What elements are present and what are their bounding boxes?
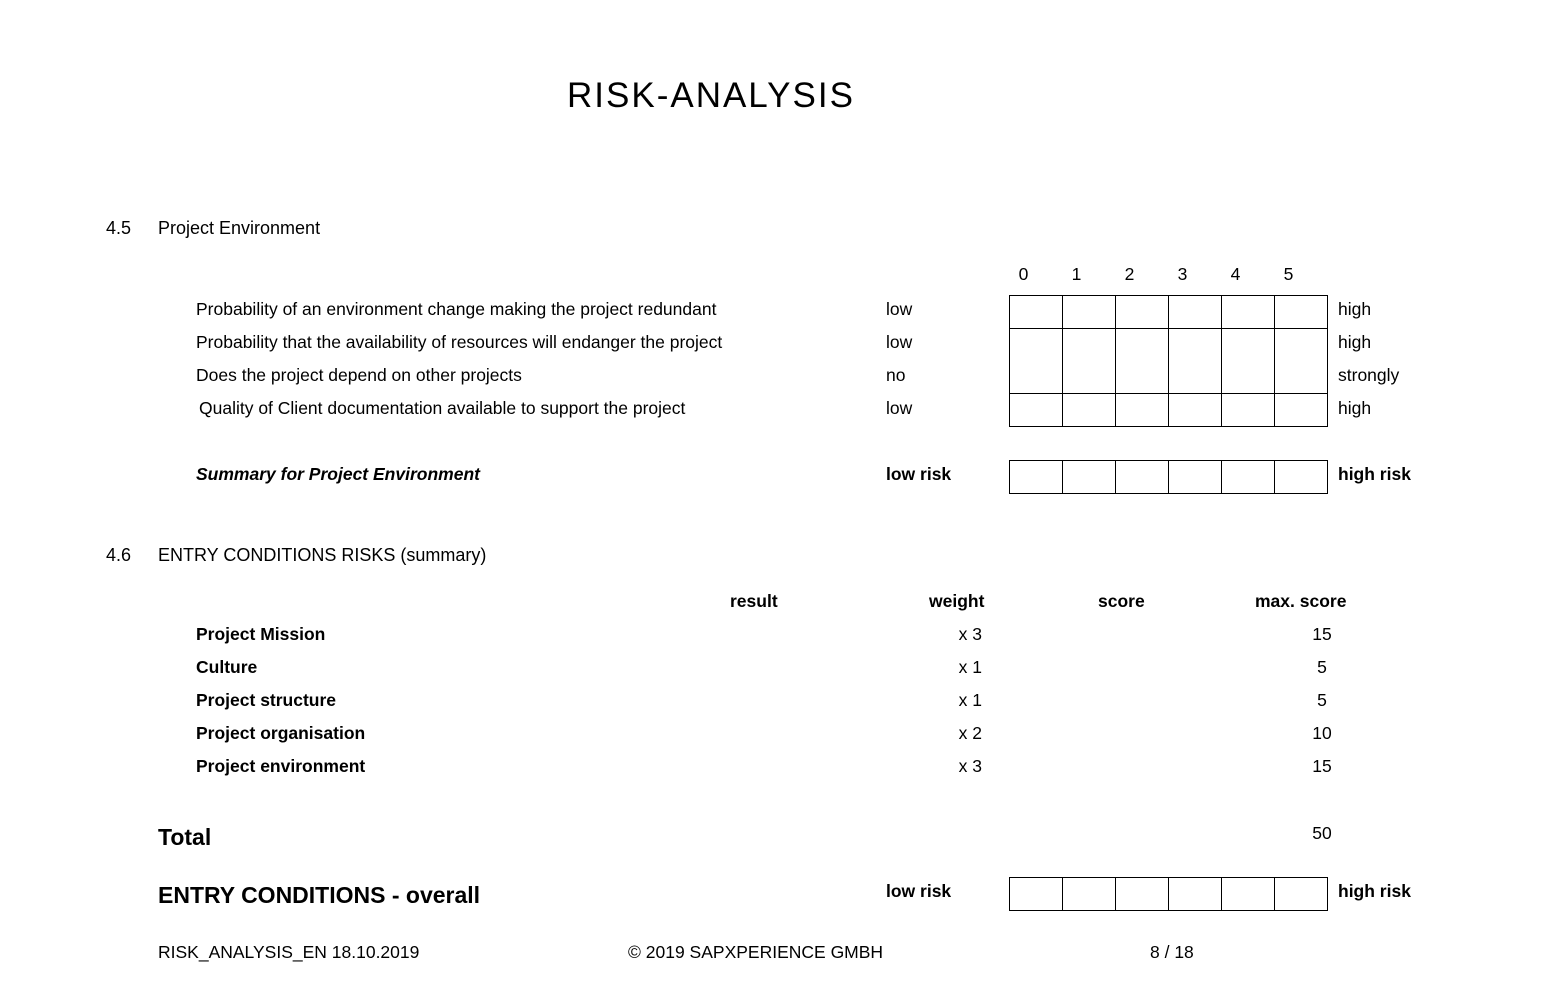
question-text: Quality of Client documentation available to support the project	[199, 398, 686, 418]
row-name: Project environment	[196, 756, 366, 776]
row-max-score: 10	[1312, 723, 1332, 743]
rating-cell[interactable]	[1063, 461, 1116, 493]
page-title: RISK-ANALYSIS	[567, 76, 855, 115]
scale-high-label: strongly	[1338, 365, 1400, 385]
scale-high-label: high	[1338, 398, 1372, 418]
column-header-score: score	[1098, 591, 1145, 611]
overall-high-label: high risk	[1338, 881, 1411, 901]
total-label: Total	[158, 824, 212, 850]
footer-document-id: RISK_ANALYSIS_EN 18.10.2019	[158, 942, 420, 962]
section-number: 4.6	[106, 545, 132, 565]
question-text: Probability of an environment change making the project redundant	[196, 299, 717, 319]
rating-cell[interactable]	[1010, 329, 1063, 361]
scale-low-label: low	[886, 398, 913, 418]
rating-cell[interactable]	[1116, 296, 1169, 328]
scale-label: 5	[1283, 264, 1294, 284]
scale-label: 4	[1230, 264, 1241, 284]
rating-cell[interactable]	[1116, 361, 1169, 393]
rating-cell[interactable]	[1275, 394, 1327, 426]
rating-row	[1009, 295, 1328, 329]
summary-label: Summary for Project Environment	[196, 464, 480, 484]
rating-cell[interactable]	[1063, 878, 1116, 910]
rating-cell[interactable]	[1116, 878, 1169, 910]
rating-row	[1009, 328, 1328, 362]
rating-cell[interactable]	[1169, 296, 1222, 328]
rating-cell[interactable]	[1169, 361, 1222, 393]
rating-cell[interactable]	[1222, 361, 1275, 393]
rating-cell[interactable]	[1116, 329, 1169, 361]
overall-label: ENTRY CONDITIONS - overall	[158, 882, 481, 908]
scale-label: 2	[1124, 264, 1135, 284]
rating-cell[interactable]	[1116, 461, 1169, 493]
scale-high-label: high	[1338, 332, 1372, 352]
row-max-score: 15	[1312, 756, 1332, 776]
rating-cell[interactable]	[1169, 461, 1222, 493]
footer-copyright: © 2019 SAPXPERIENCE GMBH	[628, 942, 884, 962]
scale-low-label: no	[886, 365, 906, 385]
overall-low-label: low risk	[886, 881, 952, 901]
rating-grid	[1009, 295, 1328, 427]
rating-row	[1009, 393, 1328, 427]
rating-cell[interactable]	[1222, 329, 1275, 361]
column-header-max-score: max. score	[1255, 591, 1347, 611]
rating-cell[interactable]	[1010, 361, 1063, 393]
row-weight: x 1	[958, 690, 982, 710]
rating-cell[interactable]	[1275, 361, 1327, 393]
rating-cell[interactable]	[1010, 394, 1063, 426]
rating-cell[interactable]	[1063, 394, 1116, 426]
rating-cell[interactable]	[1275, 329, 1327, 361]
scale-high-label: high	[1338, 299, 1372, 319]
rating-cell[interactable]	[1010, 461, 1063, 493]
rating-cell[interactable]	[1169, 878, 1222, 910]
summary-rating-row	[1009, 460, 1328, 494]
rating-cell[interactable]	[1275, 461, 1327, 493]
summary-high-label: high risk	[1338, 464, 1411, 484]
row-max-score: 5	[1317, 657, 1327, 677]
section-title: Project Environment	[158, 218, 321, 238]
rating-cell[interactable]	[1275, 296, 1327, 328]
question-text: Does the project depend on other projects	[196, 365, 522, 385]
rating-cell[interactable]	[1222, 394, 1275, 426]
scale-low-label: low	[886, 299, 913, 319]
section-title: ENTRY CONDITIONS RISKS (summary)	[158, 545, 487, 565]
rating-cell[interactable]	[1063, 329, 1116, 361]
question-text: Probability that the availability of resources will endanger the project	[196, 332, 723, 352]
column-header-result: result	[730, 591, 778, 611]
rating-cell[interactable]	[1169, 394, 1222, 426]
scale-low-label: low	[886, 332, 913, 352]
rating-cell[interactable]	[1222, 878, 1275, 910]
row-name: Culture	[196, 657, 258, 677]
row-max-score: 5	[1317, 690, 1327, 710]
row-weight: x 3	[958, 756, 982, 776]
summary-low-label: low risk	[886, 464, 952, 484]
rating-cell[interactable]	[1222, 461, 1275, 493]
row-name: Project organisation	[196, 723, 366, 743]
rating-cell[interactable]	[1116, 394, 1169, 426]
column-header-weight: weight	[929, 591, 985, 611]
rating-cell[interactable]	[1275, 878, 1327, 910]
scale-label: 1	[1071, 264, 1082, 284]
rating-cell[interactable]	[1063, 361, 1116, 393]
row-weight: x 1	[958, 657, 982, 677]
row-weight: x 3	[958, 624, 982, 644]
rating-cell[interactable]	[1222, 296, 1275, 328]
row-name: Project structure	[196, 690, 337, 710]
row-weight: x 2	[958, 723, 982, 743]
rating-cell[interactable]	[1169, 329, 1222, 361]
rating-cell[interactable]	[1010, 878, 1063, 910]
row-name: Project Mission	[196, 624, 326, 644]
rating-cell[interactable]	[1010, 296, 1063, 328]
row-max-score: 15	[1312, 624, 1332, 644]
rating-cell[interactable]	[1063, 296, 1116, 328]
scale-label: 0	[1018, 264, 1029, 284]
scale-label: 3	[1177, 264, 1188, 284]
section-number: 4.5	[106, 218, 132, 238]
total-value: 50	[1312, 823, 1332, 843]
footer-page-number: 8 / 18	[1150, 942, 1194, 962]
rating-row	[1009, 360, 1328, 394]
overall-rating-row	[1009, 877, 1328, 911]
